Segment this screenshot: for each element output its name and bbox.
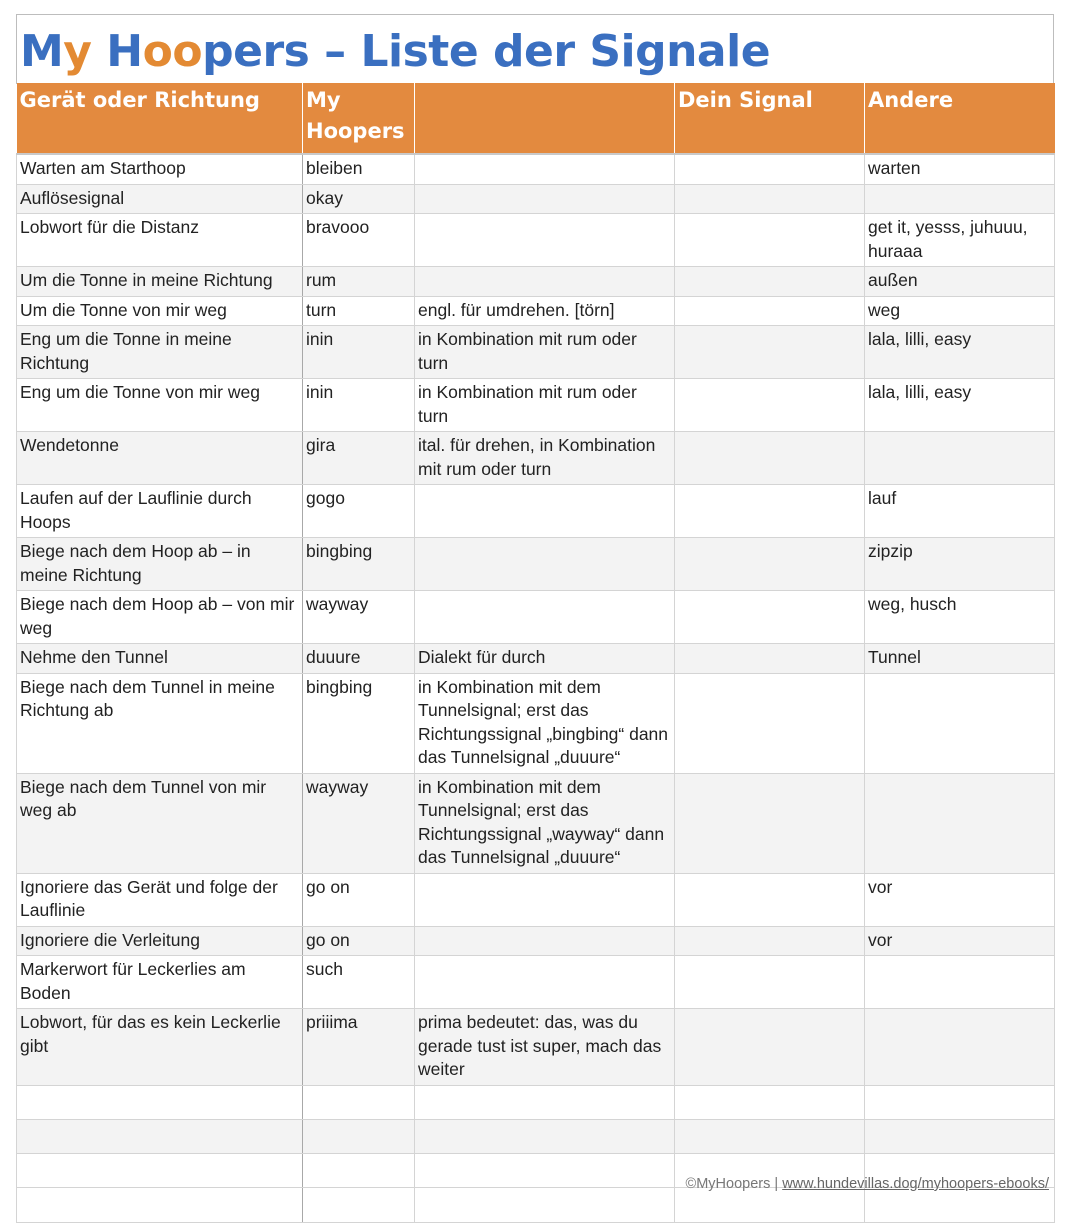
dein-signal-cell bbox=[675, 538, 865, 591]
geraet-cell: Lobwort, für das es kein Leckerlie gibt bbox=[17, 1009, 303, 1086]
table-row bbox=[17, 154, 1055, 184]
header-row bbox=[17, 83, 1055, 154]
table-row bbox=[17, 267, 1055, 297]
my-hoopers-cell: go on bbox=[303, 926, 415, 956]
my-hoopers-cell: bingbing bbox=[303, 673, 415, 773]
notes-cell: Dialekt für durch bbox=[415, 644, 675, 674]
andere-cell bbox=[865, 956, 1055, 1009]
empty-row bbox=[17, 1085, 1055, 1119]
andere-cell: warten bbox=[865, 154, 1055, 184]
geraet-cell: Wendetonne bbox=[17, 432, 303, 485]
table-row bbox=[17, 379, 1055, 432]
table-row bbox=[17, 326, 1055, 379]
andere-cell: lala, lilli, easy bbox=[865, 379, 1055, 432]
my-hoopers-cell: gira bbox=[303, 432, 415, 485]
notes-cell: in Kombination mit dem Tunnelsignal; erst das Richtungssignal „wayway“ dann das Tunnelsignal „duuure“ bbox=[415, 773, 675, 873]
andere-cell: lauf bbox=[865, 485, 1055, 538]
table-row bbox=[17, 873, 1055, 926]
notes-cell bbox=[415, 1153, 675, 1187]
andere-cell bbox=[865, 184, 1055, 214]
dein-signal-cell bbox=[675, 154, 865, 184]
empty-row bbox=[17, 1119, 1055, 1153]
my-hoopers-cell: such bbox=[303, 956, 415, 1009]
andere-cell bbox=[865, 1119, 1055, 1153]
notes-cell: prima bedeutet: das, was du gerade tust ist super, mach das weiter bbox=[415, 1009, 675, 1086]
andere-cell: vor bbox=[865, 926, 1055, 956]
dein-signal-cell bbox=[675, 644, 865, 674]
notes-cell bbox=[415, 1085, 675, 1119]
geraet-cell: Biege nach dem Hoop ab – von mir weg bbox=[17, 591, 303, 644]
table-row bbox=[17, 432, 1055, 485]
geraet-cell bbox=[17, 1153, 303, 1187]
notes-cell bbox=[415, 485, 675, 538]
my-hoopers-cell: duuure bbox=[303, 644, 415, 674]
geraet-cell bbox=[17, 1085, 303, 1119]
notes-cell bbox=[415, 873, 675, 926]
my-hoopers-cell: inin bbox=[303, 326, 415, 379]
andere-cell bbox=[865, 1085, 1055, 1119]
header-my-hoopers: My Hoopers bbox=[303, 83, 415, 154]
dein-signal-cell bbox=[675, 296, 865, 326]
notes-cell bbox=[415, 956, 675, 1009]
andere-cell: vor bbox=[865, 873, 1055, 926]
dein-signal-cell bbox=[675, 184, 865, 214]
table-row bbox=[17, 214, 1055, 267]
my-hoopers-cell: priiima bbox=[303, 1009, 415, 1086]
dein-signal-cell bbox=[675, 267, 865, 297]
page-title: My Hoopers – Liste der Signale bbox=[20, 26, 771, 77]
header-dein-signal: Dein Signal bbox=[675, 83, 865, 154]
notes-cell: ital. für drehen, in Kombination mit rum oder turn bbox=[415, 432, 675, 485]
andere-cell bbox=[865, 1009, 1055, 1086]
notes-cell: engl. für umdrehen. [törn] bbox=[415, 296, 675, 326]
my-hoopers-cell bbox=[303, 1119, 415, 1153]
geraet-cell: Ignoriere das Gerät und folge der Lauflinie bbox=[17, 873, 303, 926]
dein-signal-cell bbox=[675, 485, 865, 538]
notes-cell bbox=[415, 184, 675, 214]
dein-signal-cell bbox=[675, 1085, 865, 1119]
my-hoopers-cell: rum bbox=[303, 267, 415, 297]
table-row bbox=[17, 485, 1055, 538]
table-row bbox=[17, 184, 1055, 214]
notes-cell: in Kombination mit rum oder turn bbox=[415, 326, 675, 379]
notes-cell bbox=[415, 267, 675, 297]
table-row bbox=[17, 773, 1055, 873]
my-hoopers-cell: bravooo bbox=[303, 214, 415, 267]
notes-cell bbox=[415, 926, 675, 956]
notes-cell bbox=[415, 154, 675, 184]
dein-signal-cell bbox=[675, 326, 865, 379]
signals-table bbox=[16, 83, 1055, 1223]
table-row bbox=[17, 926, 1055, 956]
geraet-cell: Biege nach dem Hoop ab – in meine Richtung bbox=[17, 538, 303, 591]
copyright-text: ©MyHoopers | bbox=[685, 1176, 783, 1192]
geraet-cell: Laufen auf der Lauflinie durch Hoops bbox=[17, 485, 303, 538]
dein-signal-cell bbox=[675, 873, 865, 926]
my-hoopers-cell: wayway bbox=[303, 591, 415, 644]
header-geraet: Gerät oder Richtung bbox=[17, 83, 303, 154]
my-hoopers-cell bbox=[303, 1085, 415, 1119]
andere-cell bbox=[865, 432, 1055, 485]
dein-signal-cell bbox=[675, 432, 865, 485]
header-notes bbox=[415, 83, 675, 154]
notes-cell bbox=[415, 591, 675, 644]
andere-cell: weg bbox=[865, 296, 1055, 326]
geraet-cell: Lobwort für die Distanz bbox=[17, 214, 303, 267]
andere-cell: zipzip bbox=[865, 538, 1055, 591]
geraet-cell: Nehme den Tunnel bbox=[17, 644, 303, 674]
geraet-cell: Auflösesignal bbox=[17, 184, 303, 214]
dein-signal-cell bbox=[675, 1009, 865, 1086]
geraet-cell: Um die Tonne von mir weg bbox=[17, 296, 303, 326]
my-hoopers-cell: bleiben bbox=[303, 154, 415, 184]
dein-signal-cell bbox=[675, 956, 865, 1009]
title-bar bbox=[16, 14, 1054, 84]
dein-signal-cell bbox=[675, 214, 865, 267]
andere-cell: lala, lilli, easy bbox=[865, 326, 1055, 379]
my-hoopers-cell: okay bbox=[303, 184, 415, 214]
my-hoopers-cell: gogo bbox=[303, 485, 415, 538]
geraet-cell: Markerwort für Leckerlies am Boden bbox=[17, 956, 303, 1009]
ebooks-link[interactable]: www.hundevillas.dog/myhoopers-ebooks/ bbox=[782, 1176, 1049, 1192]
andere-cell bbox=[865, 673, 1055, 773]
notes-cell: in Kombination mit dem Tunnelsignal; erst das Richtungssignal „bingbing“ dann das Tunnelsignal „duuure“ bbox=[415, 673, 675, 773]
dein-signal-cell bbox=[675, 773, 865, 873]
geraet-cell: Warten am Starthoop bbox=[17, 154, 303, 184]
geraet-cell bbox=[17, 1119, 303, 1153]
notes-cell bbox=[415, 214, 675, 267]
header-andere: Andere bbox=[865, 83, 1055, 154]
notes-cell: in Kombination mit rum oder turn bbox=[415, 379, 675, 432]
geraet-cell: Eng um die Tonne in meine Richtung bbox=[17, 326, 303, 379]
andere-cell: Tunnel bbox=[865, 644, 1055, 674]
andere-cell bbox=[865, 773, 1055, 873]
dein-signal-cell bbox=[675, 591, 865, 644]
table-row bbox=[17, 673, 1055, 773]
geraet-cell: Um die Tonne in meine Richtung bbox=[17, 267, 303, 297]
geraet-cell: Biege nach dem Tunnel in meine Richtung ab bbox=[17, 673, 303, 773]
table-row bbox=[17, 296, 1055, 326]
my-hoopers-cell bbox=[303, 1153, 415, 1187]
table-row bbox=[17, 1009, 1055, 1086]
notes-cell bbox=[415, 538, 675, 591]
table-row bbox=[17, 591, 1055, 644]
my-hoopers-cell: inin bbox=[303, 379, 415, 432]
table-row bbox=[17, 956, 1055, 1009]
dein-signal-cell bbox=[675, 673, 865, 773]
notes-cell bbox=[415, 1119, 675, 1153]
geraet-cell: Eng um die Tonne von mir weg bbox=[17, 379, 303, 432]
geraet-cell: Biege nach dem Tunnel von mir weg ab bbox=[17, 773, 303, 873]
andere-cell: weg, husch bbox=[865, 591, 1055, 644]
table-row bbox=[17, 538, 1055, 591]
my-hoopers-cell: wayway bbox=[303, 773, 415, 873]
table-row bbox=[17, 644, 1055, 674]
andere-cell: get it, yesss, juhuuu, huraaa bbox=[865, 214, 1055, 267]
dein-signal-cell bbox=[675, 926, 865, 956]
footer bbox=[686, 1176, 1049, 1192]
andere-cell: außen bbox=[865, 267, 1055, 297]
dein-signal-cell bbox=[675, 1119, 865, 1153]
my-hoopers-cell: turn bbox=[303, 296, 415, 326]
my-hoopers-cell: go on bbox=[303, 873, 415, 926]
geraet-cell: Ignoriere die Verleitung bbox=[17, 926, 303, 956]
my-hoopers-cell: bingbing bbox=[303, 538, 415, 591]
dein-signal-cell bbox=[675, 379, 865, 432]
